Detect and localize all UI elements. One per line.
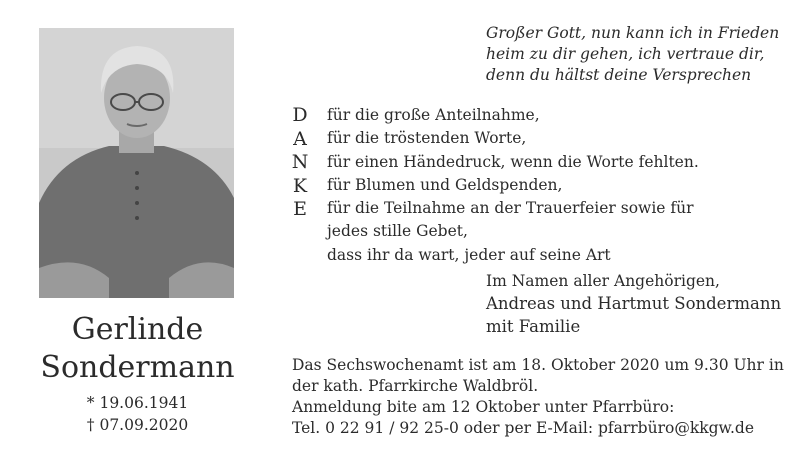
deceased-first-name: Gerlinde [71, 312, 204, 347]
birth-date: * 19.06.1941 [86, 394, 189, 412]
danke-letter: N [291, 151, 309, 173]
verse-line: Großer Gott, nun kann ich in Frieden [486, 24, 780, 42]
family-names: Andreas und Hartmut Sondermann [486, 294, 782, 313]
registration-line: Anmeldung bite am 12 Oktober unter Pfarrbüro: [292, 398, 675, 416]
danke-letter: E [293, 198, 307, 220]
thanks-line: für die große Anteilnahme, [327, 106, 540, 124]
thanks-list [327, 104, 747, 267]
death-date: † 07.09.2020 [86, 416, 189, 434]
verse-line: denn du hältst deine Versprechen [486, 66, 752, 84]
contact-line: Tel. 0 22 91 / 92 25-0 oder per E-Mail: pfarrbüro@kkgw.de [292, 419, 754, 437]
danke-acrostic [288, 104, 312, 222]
portrait-photo [39, 28, 234, 298]
thanks-line: für die Teilnahme an der Trauerfeier sowie für [327, 199, 694, 218]
thanks-line: jedes stille Gebet, [327, 222, 468, 241]
bible-verse [486, 23, 786, 86]
thanks-line: für einen Händedruck, wenn die Worte fehlten. [327, 152, 699, 171]
signoff-intro: Im Namen aller Angehörigen, [486, 272, 720, 290]
danke-letter: D [292, 104, 308, 126]
danke-letter: K [292, 174, 308, 197]
mass-info-line: Das Sechswochenamt ist am 18. Oktober 2020 um 9.30 Uhr in [292, 356, 784, 374]
thanks-line: für Blumen und Geldspenden, [327, 175, 563, 194]
thanks-line: dass ihr da wart, jeder auf seine Art [327, 245, 611, 264]
service-info [292, 355, 784, 439]
verse-line: heim zu dir gehen, ich vertraue dir, [486, 45, 765, 63]
danke-letter: A [293, 127, 307, 150]
mass-info-line: der kath. Pfarrkirche Waldbröl. [292, 377, 539, 395]
family-names-suffix: mit Familie [486, 317, 581, 336]
deceased-last-name: Sondermann [40, 350, 235, 385]
thanks-line: für die tröstenden Worte, [327, 129, 527, 148]
family-signoff [486, 270, 786, 338]
